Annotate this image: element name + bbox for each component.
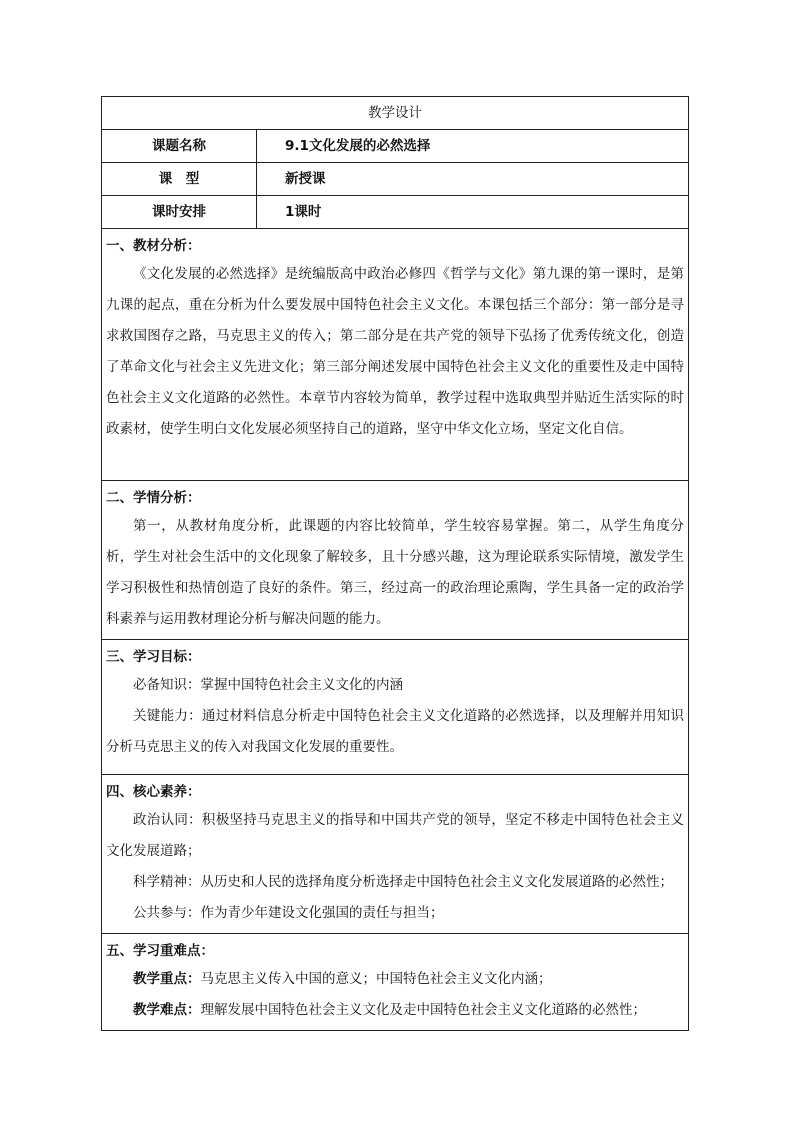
section-focus [102,934,689,1031]
meta-row-type [102,163,689,196]
section-literacy [102,775,689,934]
goal-ability: 关键能力：通过材料信息分析走中国特色社会主义文化道路的必然选择，以及理解并用知识分析马克思主义的传入对我国文化发展的重要性。 [106,708,684,755]
focus-heading: 五、学习重难点： [106,943,214,959]
section-material-row [102,229,689,481]
lesson-plan-table [101,96,689,1031]
learner-text: 第一，从教材角度分析，此课题的内容比较简单，学生较容易掌握。第二，从学生角度分析，学生对社会生活中的文化现象了解较多，且十分感兴趣，这为理论联系实际情境，激发学生学习积极性和热情创造了良好的条件。第三，经过高一的政治理论熏陶，学生具备一定的政治学科素养与运用教材理论分析与解决问题的能力。 [106,518,684,627]
type-value: 新授课 [257,163,689,196]
section-literacy-row [102,775,689,934]
hours-value: 1课时 [257,196,689,229]
focus-hard [106,995,684,1026]
section-material [102,229,689,481]
focus-hard-label: 教学难点： [133,1002,201,1018]
literacy-public: 公共参与：作为青少年建设文化强国的责任与担当； [133,905,444,921]
title-row [102,97,689,130]
focus-hard-text: 理解发展中国特色社会主义文化及走中国特色社会主义文化道路的必然性； [200,1002,646,1018]
section-learner [102,481,689,640]
literacy-heading: 四、核心素养： [106,784,201,800]
meta-row-hours [102,196,689,229]
meta-row-topic [102,130,689,163]
focus-key-text: 马克思主义传入中国的意义；中国特色社会主义文化内涵； [200,971,552,987]
learner-heading: 二、学情分析： [106,490,201,506]
topic-value: 9.1文化发展的必然选择 [257,130,689,163]
focus-key [106,964,684,995]
hours-label: 课时安排 [102,196,257,229]
section-goals-row [102,640,689,775]
table-title: 教学设计 [102,97,689,130]
type-label: 课 型 [102,163,257,196]
goal-knowledge: 必备知识：掌握中国特色社会主义文化的内涵 [133,677,403,693]
material-text: 《文化发展的必然选择》是统编版高中政治必修四《哲学与文化》第九课的第一课时，是第九课的起点，重在分析为什么要发展中国特色社会主义文化。本课包括三个部分：第一部分是寻求救国图存之路，马克思主义的传入；第二部分是在共产党的领导下弘扬了优秀传统文化，创造了革命文化与社会主义先进文化；第三部分阐述发展中国特色社会主义文化的重要性及走中国特色社会主义文化道路的必然性。本章节内容较为简单，教学过程中选取典型并贴近生活实际的时政素材，使学生明白文化发展必须坚持自己的道路，坚守中华文化立场，坚定文化自信。 [106,266,684,437]
section-learner-row [102,481,689,640]
section-focus-row [102,934,689,1031]
literacy-political: 政治认同：积极坚持马克思主义的指导和中国共产党的领导，坚定不移走中国特色社会主义文化发展道路； [106,812,684,859]
material-heading: 一、教材分析： [106,238,201,254]
focus-key-label: 教学重点： [133,971,201,987]
topic-label: 课题名称 [102,130,257,163]
goals-heading: 三、学习目标： [106,649,201,665]
section-goals [102,640,689,775]
literacy-science: 科学精神：从历史和人民的选择角度分析选择走中国特色社会主义文化发展道路的必然性； [133,874,673,890]
